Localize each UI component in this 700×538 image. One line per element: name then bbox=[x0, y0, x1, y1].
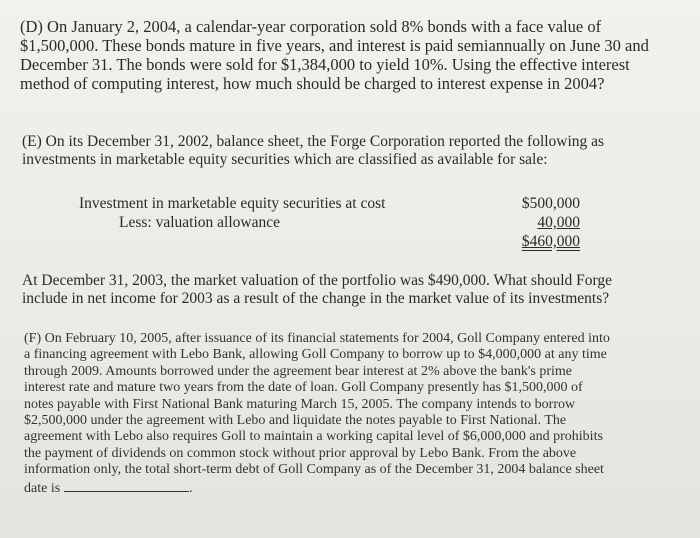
question-e-question bbox=[22, 272, 612, 308]
question-e-line: (E) On its December 31, 2002, balance sheet, the Forge Corporation reported the following as bbox=[22, 133, 605, 150]
question-e-question-line: include in net income for 2003 as a result of the change in the market value of its investments? bbox=[22, 290, 610, 307]
question-f-line: through 2009. Amounts borrowed under the agreement bear interest at 2% above the bank's prime bbox=[24, 363, 572, 379]
valuation-allowance-value: 40,000 bbox=[537, 214, 580, 231]
question-f-line: a financing agreement with Lebo Bank, allowing Goll Company to borrow up to $4,000,000 at any time bbox=[24, 347, 607, 363]
question-f-line: (F) On February 10, 2005, after issuance of its financial statements for 2004, Goll Company entered into bbox=[24, 331, 610, 346]
investment-cost-value: $500,000 bbox=[521, 195, 580, 212]
question-d-line: method of computing interest, how much should be charged to interest expense in 2004? bbox=[20, 74, 605, 93]
question-d-line: December 31. The bonds were sold for $1,384,000 to yield 10%. Using the effective interest bbox=[20, 55, 630, 74]
answer-blank bbox=[64, 479, 189, 492]
question-d bbox=[20, 17, 649, 93]
question-f-period: . bbox=[189, 480, 193, 496]
question-f-date-is: date is bbox=[24, 480, 61, 496]
question-f bbox=[24, 331, 610, 497]
question-d-line: (D) On January 2, 2004, a calendar-year corporation sold 8% bonds with a face value of bbox=[20, 17, 602, 36]
question-e-intro bbox=[22, 133, 604, 169]
question-f-last-line bbox=[24, 479, 610, 497]
investment-cost-label: Investment in marketable equity securities at cost bbox=[79, 195, 386, 212]
question-e-line: investments in marketable equity securities which are classified as available for sale: bbox=[22, 151, 548, 168]
question-d-line: $1,500,000. These bonds mature in five years, and interest is paid semiannually on June 30 and bbox=[20, 36, 649, 55]
question-e-question-line: At December 31, 2003, the market valuation of the portfolio was $490,000. What should Forge bbox=[22, 272, 613, 289]
question-f-line: the payment of dividends on common stock without prior approval by Lebo Bank. From the above bbox=[24, 445, 577, 461]
question-f-line: $2,500,000 under the agreement with Lebo and liquidate the notes payable to First National. The bbox=[24, 413, 567, 429]
valuation-allowance-label: Less: valuation allowance bbox=[119, 214, 280, 231]
net-investment-value: $460,000 bbox=[521, 233, 580, 250]
question-f-line: interest rate and mature two years from the date of loan. Goll Company presently has $1,500,000 of bbox=[24, 380, 583, 396]
question-f-line: notes payable with First National Bank maturing March 15, 2005. The company intends to borrow bbox=[24, 396, 576, 412]
question-f-line: information only, the total short-term debt of Goll Company as of the December 31, 2004 balance sheet bbox=[24, 462, 604, 478]
question-f-line: agreement with Lebo also requires Goll to maintain a working capital level of $6,000,000 and prohibits bbox=[24, 429, 603, 445]
